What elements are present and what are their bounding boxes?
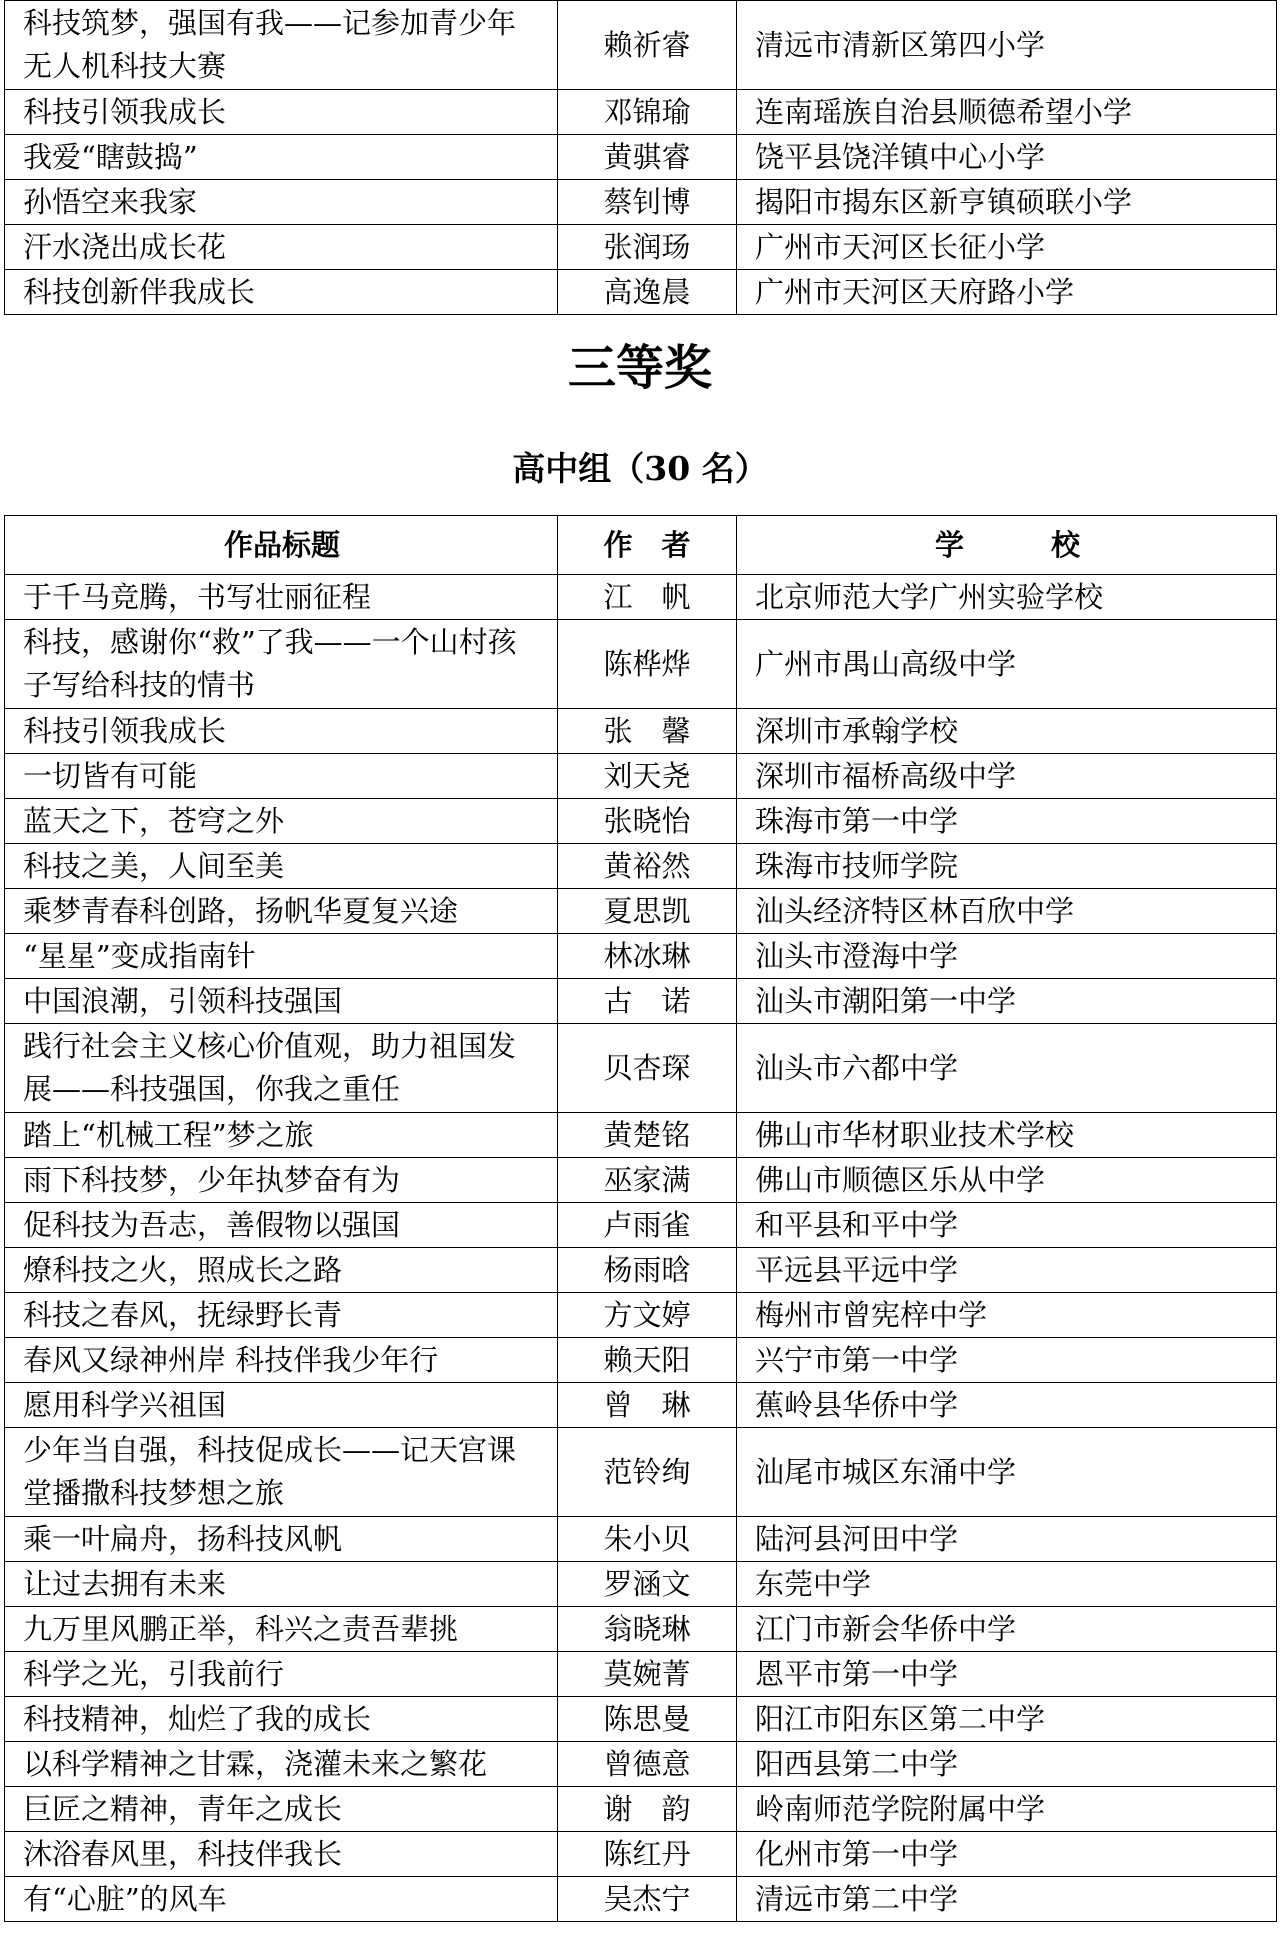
school-name: 佛山市顺德区乐从中学 [737,1158,1277,1203]
work-title: “星星”变成指南针 [5,934,558,979]
author-name: 张晓怡 [558,799,737,844]
work-title: 沐浴春风里，科技伴我长 [5,1832,558,1877]
table-row [5,1428,1277,1517]
author-name: 黄裕然 [558,844,737,889]
table-row [5,1113,1277,1158]
header-author: 作 者 [558,516,737,575]
school-name: 清远市清新区第四小学 [737,1,1277,90]
award-table [4,515,1277,1922]
work-title: 让过去拥有未来 [5,1562,558,1607]
table-row [5,1832,1277,1877]
work-title: 踏上“机械工程”梦之旅 [5,1113,558,1158]
school-name: 清远市第二中学 [737,1877,1277,1922]
work-title: 促科技为吾志，善假物以强国 [5,1203,558,1248]
school-name: 和平县和平中学 [737,1203,1277,1248]
work-title: 乘梦青春科创路，扬帆华夏复兴途 [5,889,558,934]
work-title: 科学之光，引我前行 [5,1652,558,1697]
author-name: 曾德意 [558,1742,737,1787]
table-row [5,1877,1277,1922]
table-row [5,90,1277,135]
author-name: 张润玚 [558,225,737,270]
work-title: 春风又绿神州岸 科技伴我少年行 [5,1338,558,1383]
work-title: 蓝天之下，苍穹之外 [5,799,558,844]
table-row [5,1158,1277,1203]
author-name: 夏思凯 [558,889,737,934]
award-table-continued [4,0,1277,315]
work-title: 科技之春风，抚绿野长青 [5,1293,558,1338]
school-name: 兴宁市第一中学 [737,1338,1277,1383]
header-title: 作品标题 [5,516,558,575]
work-title: 乘一叶扁舟，扬科技风帆 [5,1517,558,1562]
table-row [5,1742,1277,1787]
group-heading: 高中组（30 名） [512,449,768,488]
author-name: 莫婉菁 [558,1652,737,1697]
author-name: 曾 琳 [558,1383,737,1428]
school-name: 连南瑶族自治县顺德希望小学 [737,90,1277,135]
table-row [5,1562,1277,1607]
school-name: 汕头市澄海中学 [737,934,1277,979]
table-row [5,1338,1277,1383]
school-name: 广州市禺山高级中学 [737,620,1277,709]
school-name: 平远县平远中学 [737,1248,1277,1293]
author-name: 陈红丹 [558,1832,737,1877]
school-name: 蕉岭县华侨中学 [737,1383,1277,1428]
school-name: 北京师范大学广州实验学校 [737,575,1277,620]
section-heading: 三等奖 [567,340,712,396]
school-name: 汕头经济特区林百欣中学 [737,889,1277,934]
school-name: 揭阳市揭东区新亨镇硕联小学 [737,180,1277,225]
work-title: 孙悟空来我家 [5,180,558,225]
work-title: 一切皆有可能 [5,754,558,799]
table-row [5,225,1277,270]
author-name: 古 诺 [558,979,737,1024]
work-title: 我爱“瞎鼓捣” [5,135,558,180]
work-title: 科技引领我成长 [5,709,558,754]
author-name: 朱小贝 [558,1517,737,1562]
header-school: 学 校 [737,516,1277,575]
author-name: 赖天阳 [558,1338,737,1383]
author-name: 赖祈睿 [558,1,737,90]
table-row [5,1652,1277,1697]
school-name: 阳江市阳东区第二中学 [737,1697,1277,1742]
school-name: 阳西县第二中学 [737,1742,1277,1787]
table-row [5,799,1277,844]
table-row [5,1,1277,90]
table-row [5,934,1277,979]
work-title: 燎科技之火，照成长之路 [5,1248,558,1293]
school-name: 深圳市福桥高级中学 [737,754,1277,799]
school-name: 江门市新会华侨中学 [737,1607,1277,1652]
author-name: 吴杰宁 [558,1877,737,1922]
table-row [5,1248,1277,1293]
school-name: 东莞中学 [737,1562,1277,1607]
work-title: 科技创新伴我成长 [5,270,558,315]
work-title: 以科学精神之甘霖，浇灌未来之繁花 [5,1742,558,1787]
table-header-row [5,516,1277,575]
school-name: 汕尾市城区东涌中学 [737,1428,1277,1517]
table-row [5,1383,1277,1428]
work-title: 科技精神，灿烂了我的成长 [5,1697,558,1742]
work-title: 科技筑梦，强国有我——记参加青少年无人机科技大赛 [5,1,558,90]
school-name: 汕头市六都中学 [737,1024,1277,1113]
author-name: 江 帆 [558,575,737,620]
author-name: 黄骐睿 [558,135,737,180]
author-name: 林冰琳 [558,934,737,979]
table-row [5,979,1277,1024]
school-name: 恩平市第一中学 [737,1652,1277,1697]
school-name: 珠海市技师学院 [737,844,1277,889]
author-name: 陈思曼 [558,1697,737,1742]
author-name: 卢雨雀 [558,1203,737,1248]
author-name: 罗涵文 [558,1562,737,1607]
table-row [5,135,1277,180]
author-name: 巫家满 [558,1158,737,1203]
table-row [5,889,1277,934]
table-row [5,620,1277,709]
table-row [5,1607,1277,1652]
school-name: 梅州市曾宪梓中学 [737,1293,1277,1338]
work-title: 于千马竞腾，书写壮丽征程 [5,575,558,620]
table-row [5,754,1277,799]
work-title: 中国浪潮，引领科技强国 [5,979,558,1024]
table-row [5,1517,1277,1562]
work-title: 科技之美，人间至美 [5,844,558,889]
school-name: 广州市天河区天府路小学 [737,270,1277,315]
table-row [5,1787,1277,1832]
school-name: 汕头市潮阳第一中学 [737,979,1277,1024]
author-name: 黄楚铭 [558,1113,737,1158]
table-row [5,270,1277,315]
school-name: 陆河县河田中学 [737,1517,1277,1562]
author-name: 谢 韵 [558,1787,737,1832]
school-name: 深圳市承翰学校 [737,709,1277,754]
table-row [5,1024,1277,1113]
author-name: 陈桦烨 [558,620,737,709]
work-title: 汗水浇出成长花 [5,225,558,270]
table-row [5,180,1277,225]
work-title: 愿用科学兴祖国 [5,1383,558,1428]
author-name: 贝杏琛 [558,1024,737,1113]
author-name: 邓锦瑜 [558,90,737,135]
author-name: 蔡钊博 [558,180,737,225]
school-name: 化州市第一中学 [737,1832,1277,1877]
school-name: 岭南师范学院附属中学 [737,1787,1277,1832]
work-title: 有“心脏”的风车 [5,1877,558,1922]
work-title: 巨匠之精神，青年之成长 [5,1787,558,1832]
author-name: 高逸晨 [558,270,737,315]
school-name: 珠海市第一中学 [737,799,1277,844]
author-name: 范铃绚 [558,1428,737,1517]
table-row [5,1697,1277,1742]
table-row [5,575,1277,620]
work-title: 科技，感谢你“救”了我——一个山村孩子写给科技的情书 [5,620,558,709]
table-row [5,1293,1277,1338]
school-name: 饶平县饶洋镇中心小学 [737,135,1277,180]
author-name: 翁晓琳 [558,1607,737,1652]
table-row [5,709,1277,754]
work-title: 雨下科技梦，少年执梦奋有为 [5,1158,558,1203]
author-name: 方文婷 [558,1293,737,1338]
school-name: 佛山市华材职业技术学校 [737,1113,1277,1158]
work-title: 科技引领我成长 [5,90,558,135]
author-name: 杨雨晗 [558,1248,737,1293]
table-row [5,844,1277,889]
author-name: 刘天尧 [558,754,737,799]
work-title: 践行社会主义核心价值观，助力祖国发展——科技强国，你我之重任 [5,1024,558,1113]
author-name: 张 馨 [558,709,737,754]
work-title: 少年当自强，科技促成长——记天宫课堂播撒科技梦想之旅 [5,1428,558,1517]
work-title: 九万里风鹏正举，科兴之责吾辈挑 [5,1607,558,1652]
school-name: 广州市天河区长征小学 [737,225,1277,270]
table-row [5,1203,1277,1248]
